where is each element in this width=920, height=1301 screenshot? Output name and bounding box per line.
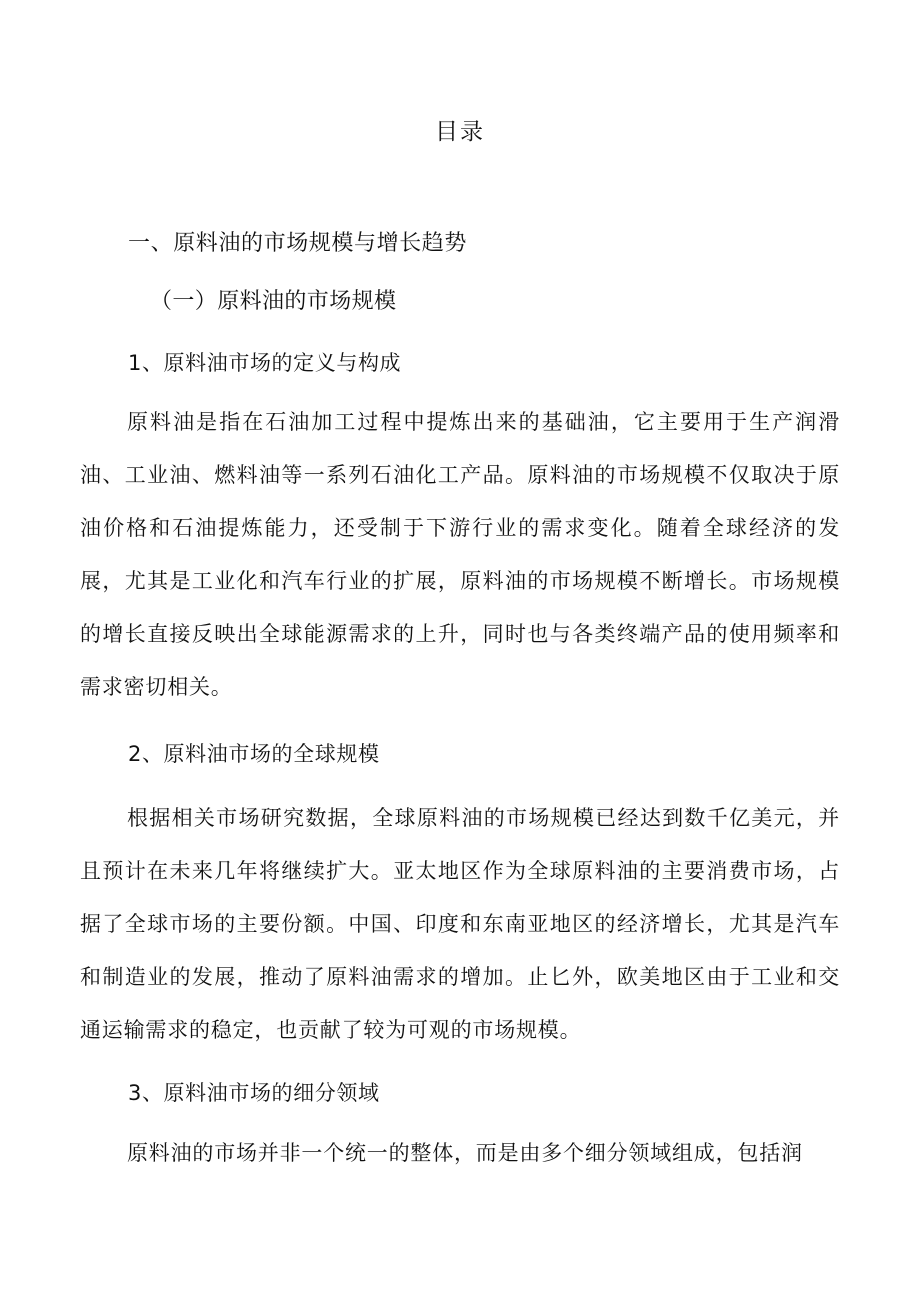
toc-title: 目录 — [435, 119, 485, 145]
subsection-heading-1: 1、原料油市场的定义与构成 — [128, 351, 402, 375]
subsection-heading-2: 2、原料油市场的全球规模 — [128, 742, 380, 766]
chapter-heading: 一、原料油的市场规模与增长趋势 — [128, 231, 468, 256]
section-heading: （一）原料油的市场规模 — [150, 289, 397, 314]
paragraph-1: 原料油是指在石油加工过程中提炼出来的基础油，它主要用于生产润滑油、工业油、燃料油等一系列石油化工产品。原料油的市场规模不仅取决于原油价格和石油提炼能力，还受制于下游行业的需求变化。随着全球经济的发展，尤其是工业化和汽车行业的扩展，原料油的市场规模不断增长。市场规模的增长直接反映出全球能源需求的上升，同时也与各类终端产品的使用频率和需求密切相关。 — [80, 410, 840, 699]
subsection-heading-3: 3、原料油市场的细分领域 — [128, 1081, 380, 1105]
paragraph-3: 原料油的市场并非一个统一的整体，而是由多个细分领域组成，包括润 — [127, 1141, 803, 1165]
paragraph-2: 根据相关市场研究数据，全球原料油的市场规模已经达到数千亿美元，并且预计在未来几年将继续扩大。亚太地区作为全球原料油的主要消费市场，占据了全球市场的主要份额。中国、印度和东南亚地区的经济增长，尤其是汽车和制造业的发展，推动了原料油需求的增加。止匕外，欧美地区由于工业和交通运输需求的稳定，也贡献了较为可观的市场规模。 — [80, 806, 840, 1042]
